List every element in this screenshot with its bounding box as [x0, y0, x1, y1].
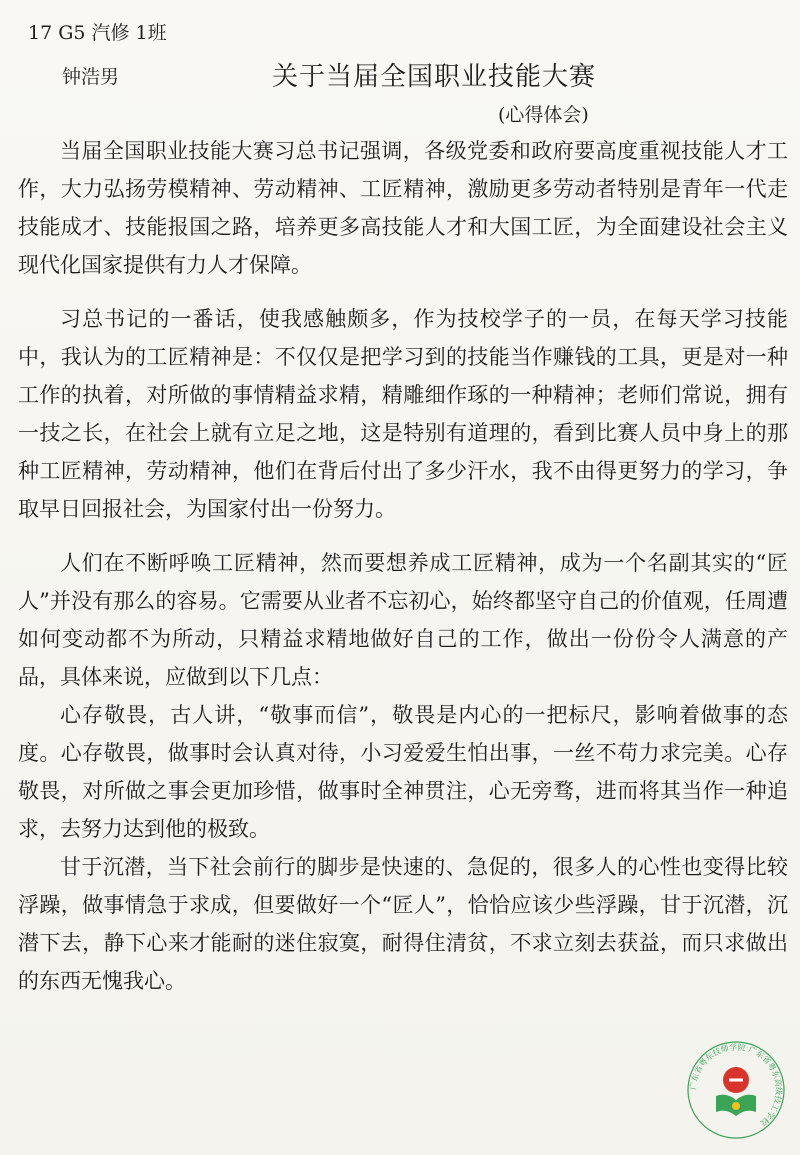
essay-subtitle: (心得体会) [498, 104, 589, 126]
school-seal [686, 1040, 786, 1140]
seal-yellow-dot [732, 1102, 740, 1110]
essay-body [18, 132, 788, 1016]
essay-title: 关于当届全国职业技能大赛 [272, 62, 597, 92]
paragraph-4: 心存敬畏，古人讲，“敬事而信”，敬畏是内心的一把标尺，影响着做事的态度。心存敬畏，做事时会认真对待，小习爱爱生怕出事，一丝不苟力求完美。心存敬畏，对所做之事会更加珍惜，做事时全神贯注，心无旁骛，进而将其当作一种追求，去努力达到他的极致。 [18, 703, 788, 841]
paragraph-5: 甘于沉潜，当下社会前行的脚步是快速的、急促的，很多人的心性也变得比较浮躁，做事情急于求成，但要做好一个“匠人”，恰恰应该少些浮躁，甘于沉潜，沉潜下去，静下心来才能耐的迷住寂寞，耐得住清贫，不求立刻去获益，而只求做出的东西无愧我心。 [18, 855, 788, 993]
paragraph-1: 当届全国职业技能大赛习总书记强调，各级党委和政府要高度重视技能人才工作，大力弘扬劳模精神、劳动精神、工匠精神，激励更多劳动者特别是青年一代走技能成才、技能报国之路，培养更多高技能人才和大国工匠，为全面建设社会主义现代化国家提供有力人才保障。 [18, 139, 788, 277]
paragraph-2: 习总书记的一番话，使我感触颇多，作为技校学子的一员，在每天学习技能中，我认为的工匠精神是：不仅仅是把学习到的技能当作赚钱的工具，更是对一种工作的执着，对所做的事情精益求精，精雕细作琢的一种精神；老师们常说，拥有一技之长，在社会上就有立足之地，这是特别有道理的，看到比赛人员中身上的那种工匠精神，劳动精神，他们在背后付出了多少汗水，我不由得更努力的学习，争取早日回报社会，为国家付出一份努力。 [18, 307, 788, 521]
author-name: 钟浩男 [62, 66, 120, 88]
seal-ring-textpath: 广东省粤东技师学院 广东省粤东高级技工学校 [688, 1042, 784, 1128]
class-note: 17 G5 汽修 1班 [28, 22, 167, 44]
paragraph-3: 人们在不断呼唤工匠精神，然而要想养成工匠精神，成为一个名副其实的“匠人”并没有那么的容易。它需要从业者不忘初心，始终都坚守自己的价值观，任周遭如何变动都不为所动，只精益求精地做好自己的工作，做出一份份令人满意的产品，具体来说，应做到以下几点： [18, 551, 788, 689]
